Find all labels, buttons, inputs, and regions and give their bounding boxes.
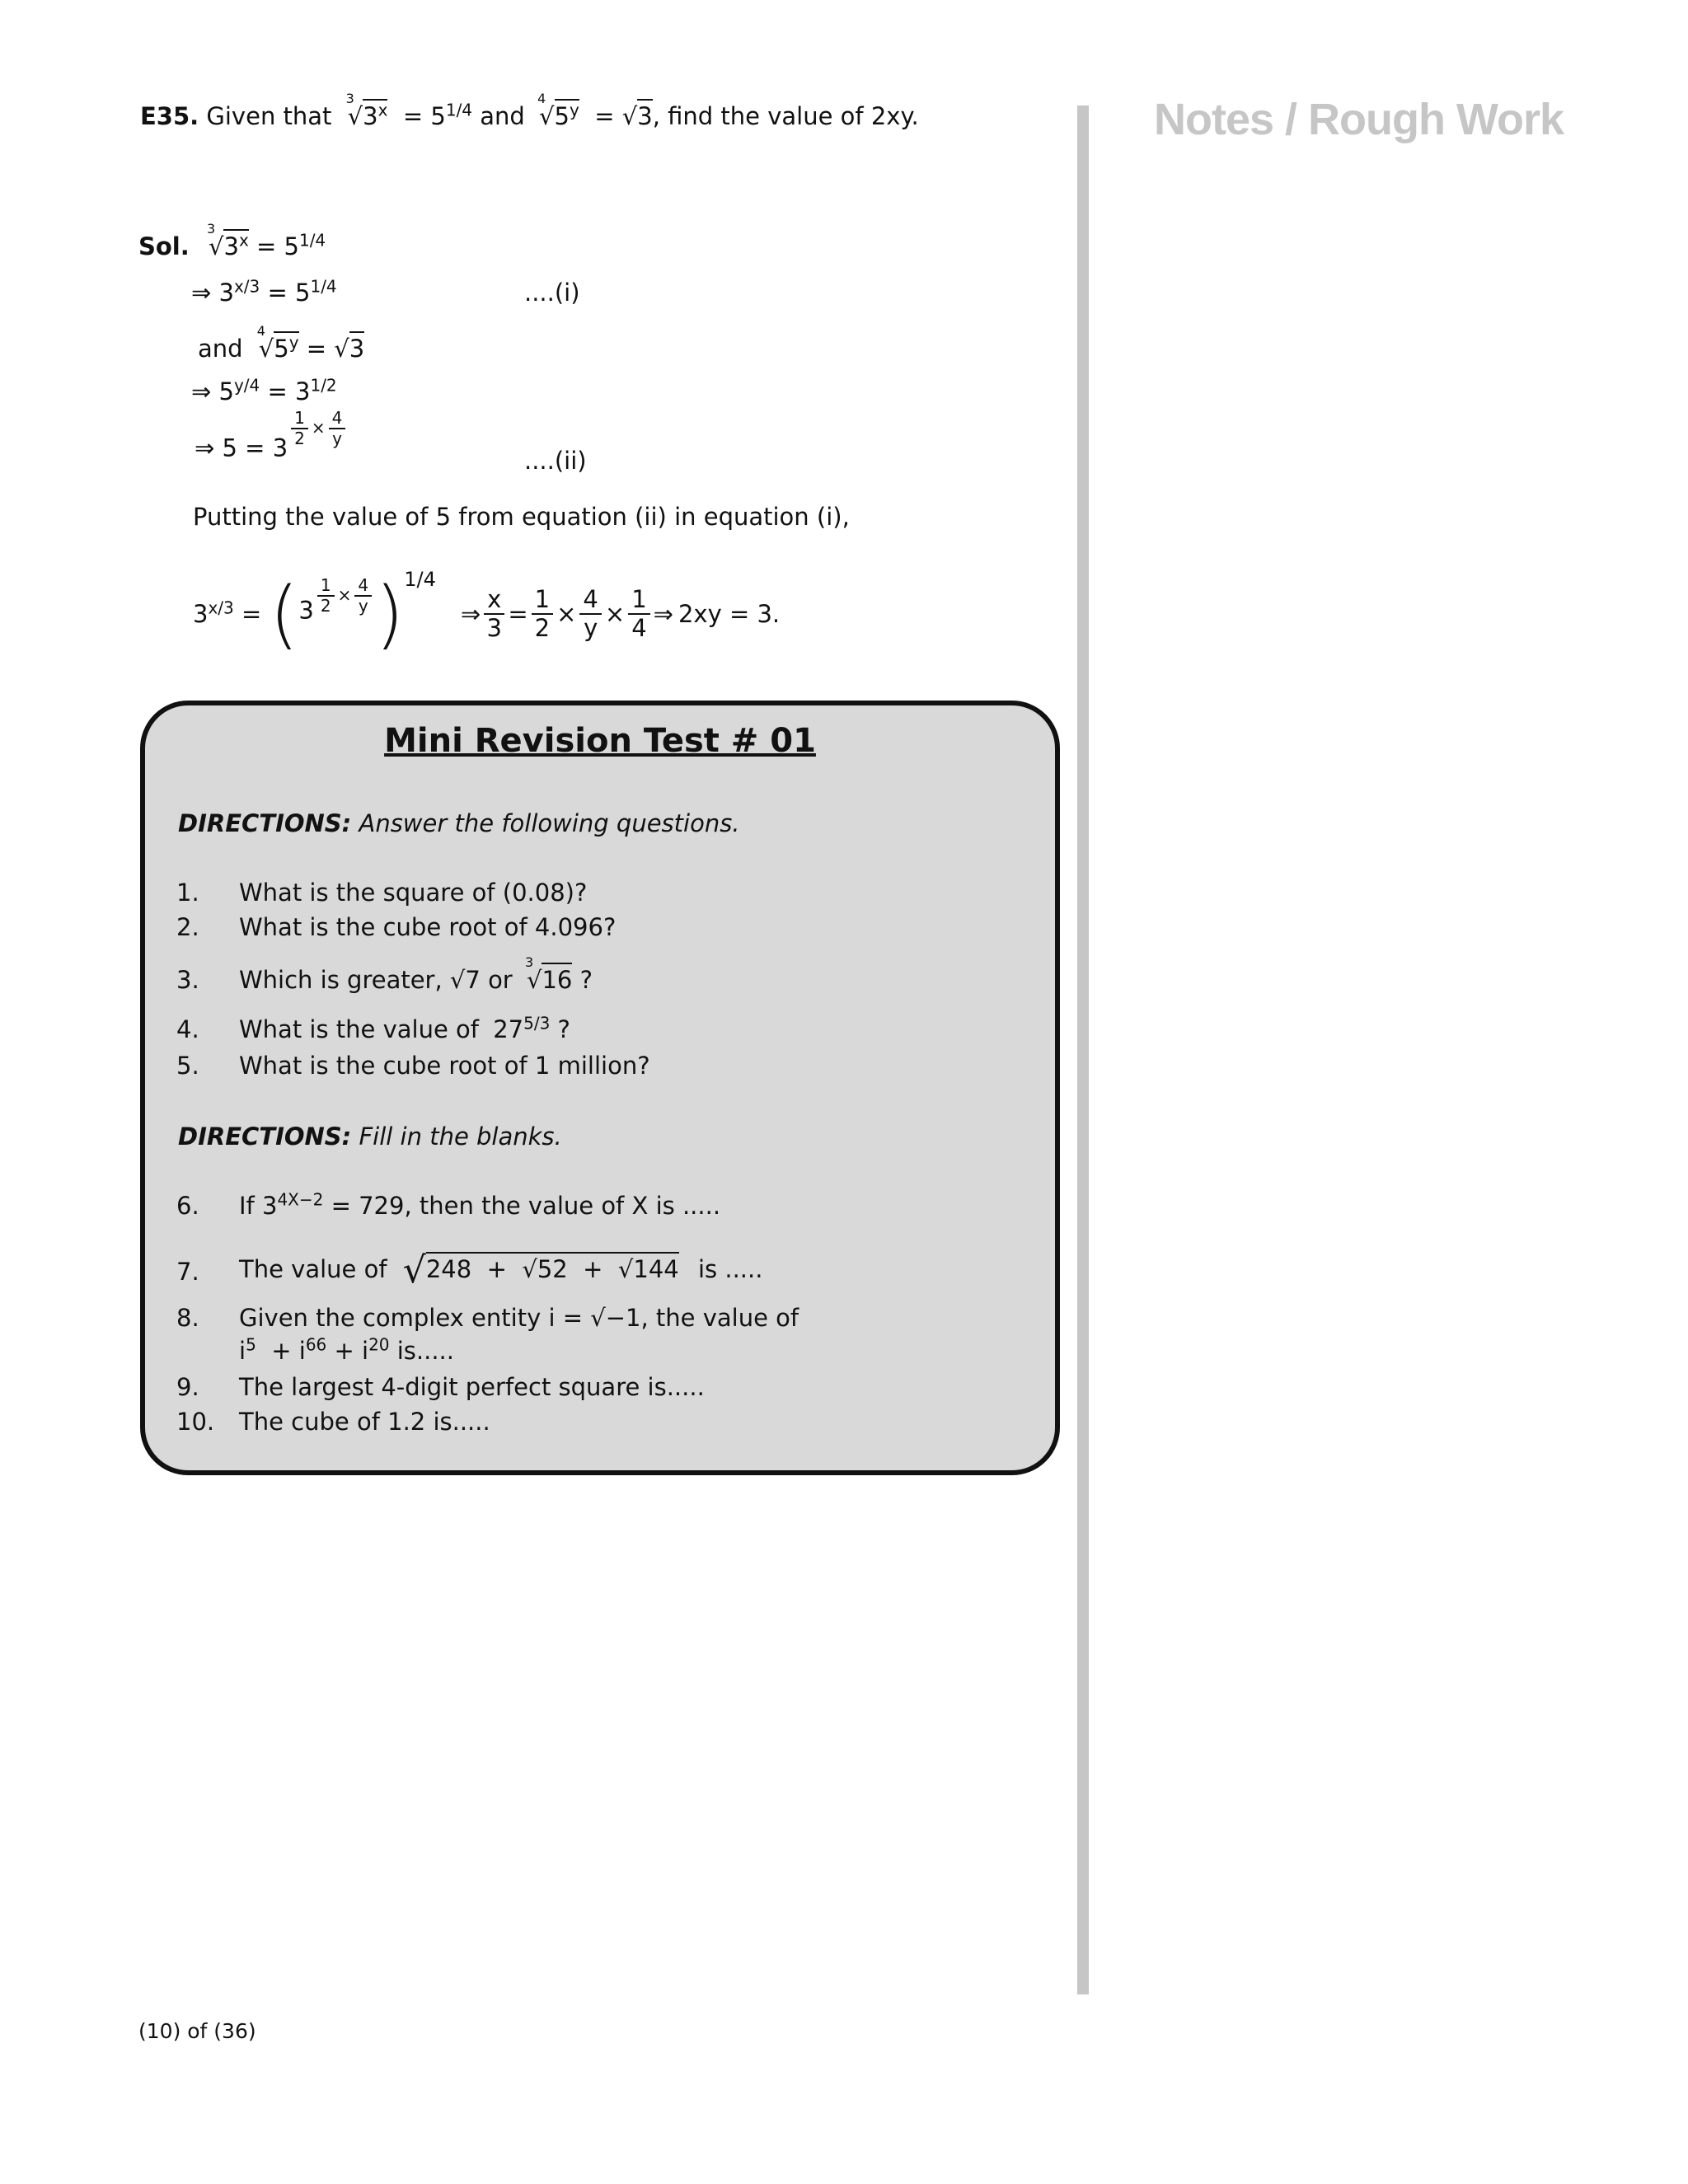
solution-line-4: ⇒ $5^{y/4} = 3^{1/2}$ (191, 375, 337, 405)
question-7: The value of √248 + √52 + √144 is ..... (239, 1249, 763, 1291)
equals-five-power: = $5^{1/4}$ (395, 100, 473, 130)
equals-root-three: = √3, (587, 99, 660, 130)
directions-1-label: DIRECTIONS: (178, 809, 352, 837)
question-number: 1. (176, 879, 199, 907)
solution-label: Sol. (138, 232, 190, 260)
page-number: (10) of (36) (138, 2019, 256, 2043)
revision-test-title: Mini Revision Test # 01 (384, 722, 816, 760)
question-number: 7. (176, 1258, 199, 1286)
question-given: Given that (206, 102, 332, 130)
notes-title: Notes / Rough Work (1154, 95, 1564, 144)
question-6: If $3^{4X-2} = 729$, then the value of X is ..... (239, 1189, 721, 1220)
solution-line-3: and 4 $√5^y = √3$ (198, 323, 365, 363)
question-number: 10. (176, 1408, 215, 1436)
question-number: 3. (176, 966, 199, 994)
question-number: 4. (176, 1015, 199, 1043)
question-8-line-1: Given the complex entity i = √−1, the value of (239, 1304, 799, 1332)
directions-2 (178, 1122, 562, 1151)
question-1: What is the square of (0.08)? (239, 879, 588, 907)
cube-root-expression: 3 √3$^x$ (345, 91, 388, 130)
question-number: 9. (176, 1373, 199, 1401)
solution-line-1: Sol. 3 $√3^x = 5^{1/4}$ (138, 221, 326, 260)
equation-ref-i: ....(i) (524, 279, 580, 307)
question-find: find the value of 2xy. (668, 102, 919, 130)
directions-2-label: DIRECTIONS: (178, 1122, 352, 1151)
question-7-text: The value of (239, 1255, 387, 1283)
example-question (140, 91, 919, 130)
notes-divider (1077, 105, 1089, 1994)
question-number: 8. (176, 1304, 199, 1332)
and-text: and (198, 335, 243, 363)
question-10: The cube of 1.2 is..... (239, 1408, 490, 1436)
question-and: and (480, 102, 525, 130)
solution-line-5: ⇒ 5 = 3 $^{\frac{1}{2} \times \frac{4}{y}}$ (195, 432, 349, 471)
question-number: 6. (176, 1192, 199, 1220)
final-result: 2xy = 3. (678, 600, 781, 628)
question-7-blank: is ..... (697, 1255, 763, 1283)
solution-final-line: $3^{x/3}$ = ( 3 $^{\frac{1}{2} \times \frac{4}{y}}$ ) 1/4 ⇒ $\frac{x}{3}$ = $\frac{1}{2}$ × $\frac{4}{y}$ × $\frac{1}{4}$ ⇒ 2xy = 3. (193, 568, 781, 658)
question-3-mark: ? (579, 966, 593, 994)
equation-ref-ii: ....(ii) (524, 447, 587, 475)
question-3-radicand: 16 (542, 963, 572, 994)
directions-1-text: Answer the following questions. (351, 809, 740, 837)
question-9: The largest 4-digit perfect square is..... (239, 1373, 705, 1401)
question-8-line-2: $i^5 + i^{66} + i^{20}$ is..... (239, 1334, 454, 1365)
question-number: 5. (176, 1052, 199, 1080)
directions-1 (178, 809, 740, 837)
question-6-text: = 729, then the value of X is ..... (331, 1192, 721, 1220)
question-3: Which is greater, √7 or 3 √16 ? (239, 954, 593, 994)
question-8-blank: is..... (396, 1337, 454, 1365)
fourth-root-expression: 4 √5$^y$ (537, 91, 579, 130)
question-4: What is the value of $27^{5/3}$ ? (239, 1013, 570, 1043)
question-4-mark: ? (557, 1015, 570, 1043)
putting-text: Putting the value of 5 from equation (ii) in equation (i), (193, 503, 850, 531)
question-4-text: What is the value of (239, 1015, 479, 1043)
question-5: What is the cube root of 1 million? (239, 1052, 650, 1080)
question-2: What is the cube root of 4.096? (239, 913, 617, 941)
directions-2-text: Fill in the blanks. (351, 1122, 562, 1151)
question-3-text: Which is greater, √7 or (239, 966, 513, 994)
solution-line-2: ⇒ $3^{x/3} = 5^{1/4}$ (191, 276, 337, 307)
question-number: 2. (176, 913, 199, 941)
example-label: E35. (140, 102, 199, 130)
